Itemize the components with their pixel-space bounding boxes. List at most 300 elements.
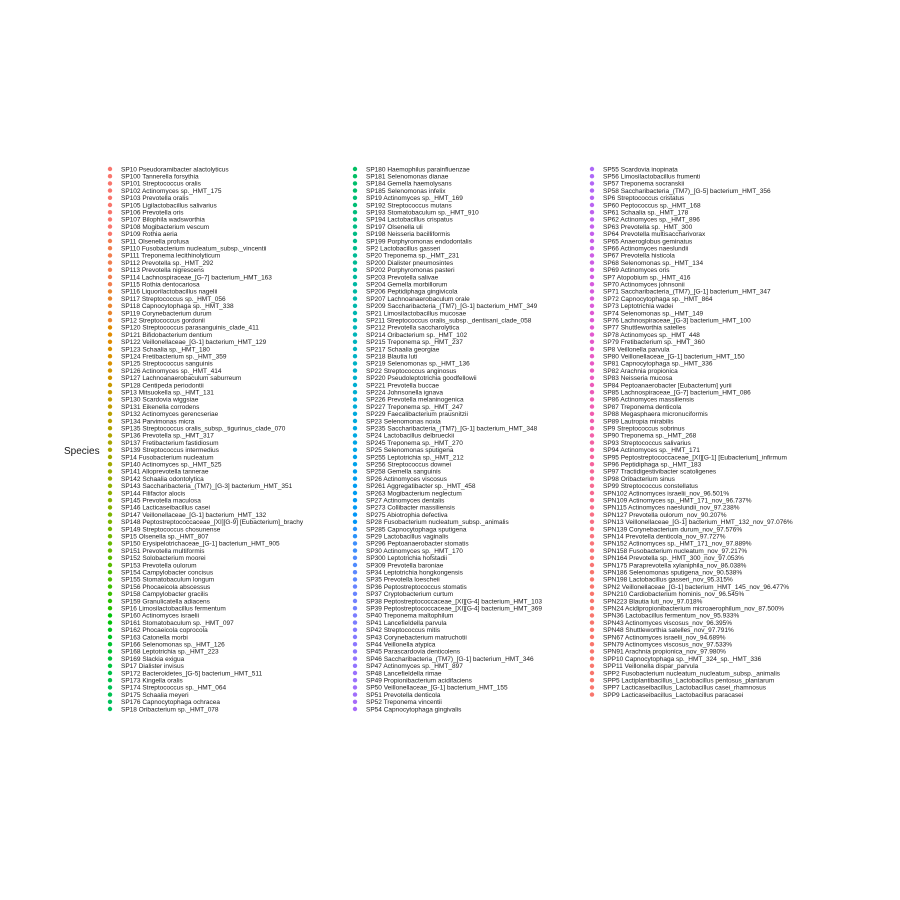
legend-item: [590, 555, 744, 562]
legend-item: [353, 591, 453, 598]
legend-key: [353, 541, 357, 545]
legend-key: [108, 570, 112, 574]
legend-label: SPP2 Fusobacterium nucleatum_nucleatum_subsp._animalis: [603, 670, 781, 678]
legend-label: SP245 Treponema sp._HMT_270: [366, 439, 463, 447]
legend-label: SP50 Veillonellaceae_[G-1] bacterium_HMT_155: [366, 684, 508, 692]
legend-key: [108, 188, 112, 192]
legend-key: [353, 570, 357, 574]
legend-item: [108, 570, 214, 577]
legend-key: [590, 167, 594, 171]
legend-key: [108, 649, 112, 653]
legend-item: [353, 534, 449, 541]
legend-item: [108, 404, 200, 411]
legend-key: [108, 664, 112, 668]
legend-label: SP2 Lactobacillus gasseri: [366, 245, 441, 253]
legend-label: SP37 Cryptobacterium curtum: [366, 591, 454, 599]
legend-label: SPP7 Lacticaseibacillus_Lactobacillus casei_rhamnosus: [603, 684, 766, 692]
legend-item: [590, 534, 726, 541]
legend-key: [590, 556, 594, 560]
legend-item: [353, 202, 453, 209]
legend-key: [353, 397, 357, 401]
legend-item: [353, 598, 543, 605]
legend-key: [108, 196, 112, 200]
legend-label: SP82 Arachnia propionica: [603, 367, 678, 375]
legend-label: SP152 Solobacterium moorei: [121, 555, 206, 563]
legend-item: [108, 325, 260, 332]
legend-item: [353, 274, 439, 281]
legend-label: SP184 Gemella haemolysans: [366, 180, 452, 188]
legend-key: [108, 613, 112, 617]
legend-key: [108, 246, 112, 250]
legend-item: [590, 325, 687, 332]
legend-label: SP90 Treponema sp._HMT_268: [603, 432, 697, 440]
legend-item: [108, 346, 210, 353]
legend-item: [108, 174, 199, 181]
legend-item: [353, 685, 508, 692]
legend-item: [590, 361, 713, 368]
legend-item: [108, 685, 227, 692]
legend-label: SPN24 Acidipropionibacterium microaerophilum_nov_87.500%: [603, 605, 785, 613]
legend-key: [590, 217, 594, 221]
legend-key: [590, 584, 594, 588]
legend-label: SP200 Dialister pneumosintes: [366, 259, 454, 267]
legend-item: [108, 483, 293, 490]
legend-key: [590, 275, 594, 279]
legend-label: SP263 Mogibacterium neglectum: [366, 490, 462, 498]
legend-item: [108, 426, 286, 433]
legend-item: [590, 620, 732, 627]
legend-key: [108, 268, 112, 272]
legend-label: SP106 Prevotella oris: [121, 209, 184, 217]
legend-label: SP218 Blautia luti: [366, 353, 418, 361]
legend-label: SPN115 Actinomyces naeslundii_nov_97.238%: [603, 504, 740, 512]
legend-key: [108, 181, 112, 185]
legend-label: SP235 Saccharibacteria_(TM7)_[G-1] bacterium_HMT_348: [366, 425, 538, 433]
legend-key: [353, 685, 357, 689]
legend-label: SP227 Treponema sp._HMT_247: [366, 403, 463, 411]
legend-label: SPN48 Shuttleworthia satelles_nov_97.791%: [603, 627, 734, 635]
legend-item: [590, 649, 726, 656]
legend-label: SP127 Lachnoanaerobaculum saburreum: [121, 375, 242, 383]
legend-label: SP214 Oribacterium sp._HMT_102: [366, 331, 468, 339]
legend-label: SP7 Atopobium sp._HMT_416: [603, 274, 691, 282]
legend-label: SP151 Prevotella multiformis: [121, 547, 205, 555]
legend-label: SP146 Lacticaseibacillus casei: [121, 504, 210, 512]
legend-item: [353, 699, 442, 706]
legend-item: [108, 548, 205, 555]
legend-label: SP180 Haemophilus parainfluenzae: [366, 166, 470, 174]
legend-item: [590, 375, 673, 382]
legend-label: SP137 Fretibacterium fastidiosum: [121, 439, 219, 447]
legend-item: [353, 318, 532, 325]
legend-key: [590, 520, 594, 524]
legend-key: [108, 462, 112, 466]
legend-key: [353, 203, 357, 207]
legend-label: SP116 Liquorilactobacillus nagelii: [121, 288, 218, 296]
legend-key: [108, 620, 112, 624]
legend-label: SP88 Megasphaera micronuciformis: [603, 411, 708, 419]
legend-key: [353, 599, 357, 603]
legend-label: SPN223 Blautia luti_nov_97.018%: [603, 598, 703, 606]
legend-entries: [108, 166, 793, 713]
legend-key: [590, 376, 594, 380]
legend-key: [590, 188, 594, 192]
legend-item: [108, 260, 214, 267]
legend-label: SP117 Streptococcus sp._HMT_056: [121, 295, 226, 303]
legend-item: [108, 584, 211, 591]
legend-key: [353, 268, 357, 272]
legend-key: [353, 548, 357, 552]
legend-label: SP29 Lactobacillus vaginalis: [366, 533, 449, 541]
legend-key: [108, 354, 112, 358]
legend-label: SP25 Selenomonas sputigena: [366, 447, 454, 455]
legend-item: [108, 519, 304, 526]
legend-key: [590, 448, 594, 452]
legend-label: SP118 Capnocytophaga sp._HMT_338: [121, 303, 234, 311]
legend-item: [108, 476, 204, 483]
legend-key: [108, 325, 112, 329]
legend-key: [590, 433, 594, 437]
legend-key: [108, 685, 112, 689]
legend-label: SP275 Abiotrophia defectiva: [366, 511, 448, 519]
legend-item: [590, 670, 781, 677]
legend-key: [108, 476, 112, 480]
legend-item: [590, 526, 743, 533]
legend-key: [353, 404, 357, 408]
legend-label: SP70 Actinomyces johnsonii: [603, 281, 685, 289]
legend-item: [108, 303, 234, 310]
legend-item: [108, 282, 200, 289]
legend-label: SP256 Streptococcus downei: [366, 461, 451, 469]
legend-label: SP67 Prevotella histicola: [603, 252, 675, 260]
legend-item: [590, 390, 751, 397]
legend-item: [353, 584, 468, 591]
legend-item: [108, 526, 221, 533]
legend-key: [590, 462, 594, 466]
legend-key: [353, 584, 357, 588]
legend-key: [353, 296, 357, 300]
legend-item: [590, 469, 717, 476]
legend-item: [590, 267, 670, 274]
legend-item: [353, 548, 463, 555]
legend-label: SP123 Schaalia sp._HMT_180: [121, 346, 210, 354]
legend-item: [108, 634, 188, 641]
legend-key: [590, 239, 594, 243]
legend-item: [108, 318, 205, 325]
legend-key: [108, 577, 112, 581]
legend-item: [590, 296, 713, 303]
legend-key: [590, 419, 594, 423]
legend-label: SPP9 Lacticaseibacillus_Lactobacillus paracasei: [603, 691, 744, 699]
legend-label: SP99 Streptococcus constellatus: [603, 483, 699, 491]
legend-item: [590, 368, 678, 375]
legend-item: [590, 541, 752, 548]
legend-key: [353, 347, 357, 351]
legend-label: SP204 Gemella morbillorum: [366, 281, 448, 289]
legend-label: SP45 Parascardovia denticolens: [366, 648, 460, 656]
legend-item: [590, 224, 693, 231]
legend-label: SP126 Actinomyces sp._HMT_414: [121, 367, 222, 375]
legend-item: [108, 390, 214, 397]
legend-item: [353, 224, 423, 231]
legend-label: SP166 Selenomonas sp._HMT_126: [121, 641, 225, 649]
legend-key: [590, 253, 594, 257]
legend-item: [108, 706, 219, 713]
legend-key: [590, 196, 594, 200]
legend-label: SP46 Saccharibacteria_(TM7)_[G-1] bacterium_HMT_346: [366, 655, 534, 663]
legend-key: [353, 419, 357, 423]
legend-item: [590, 483, 699, 490]
legend-label: SP11 Olsenella profusa: [121, 238, 189, 246]
legend-item: [108, 440, 219, 447]
legend-item: [353, 570, 464, 577]
legend-label: SPN109 Actinomyces sp._HMT_171_nov_96.737%: [603, 497, 752, 505]
legend-item: [353, 692, 441, 699]
legend-item: [108, 246, 267, 253]
legend-key: [353, 635, 357, 639]
legend-item: [108, 606, 226, 613]
legend-label: SP149 Streptococcus chosunense: [121, 526, 221, 534]
legend-item: [590, 440, 692, 447]
legend-label: SP19 Actinomyces sp._HMT_169: [366, 195, 463, 203]
legend-key: [353, 476, 357, 480]
legend-key: [108, 635, 112, 639]
legend-item: [353, 332, 468, 339]
legend-label: SP21 Limosilactobacillus mucosae: [366, 310, 467, 318]
legend-label: SP109 Rothia aeria: [121, 231, 178, 239]
legend-label: SPN152 Actinomyces sp._HMT_171_nov_97.889%: [603, 540, 752, 548]
legend-key: [590, 311, 594, 315]
legend-key: [353, 311, 357, 315]
legend-key: [108, 707, 112, 711]
legend-label: SP66 Actinomyces naeslundii: [603, 245, 689, 253]
legend-item: [353, 390, 444, 397]
legend-key: [353, 498, 357, 502]
legend-key: [353, 426, 357, 430]
legend-item: [108, 188, 222, 195]
legend-item: [353, 195, 463, 202]
legend-key: [590, 563, 594, 567]
legend-label: SP199 Porphyromonas endodontalis: [366, 238, 472, 246]
legend-key: [108, 174, 112, 178]
legend-key: [590, 318, 594, 322]
legend-key: [590, 289, 594, 293]
legend-label: SPN79 Actinomyces viscosus_nov_97.533%: [603, 641, 732, 649]
legend-key: [108, 448, 112, 452]
legend-key: [353, 678, 357, 682]
legend-key: [108, 606, 112, 610]
legend-key: [108, 239, 112, 243]
legend-key: [353, 354, 357, 358]
legend-label: SP153 Prevotella oulorum: [121, 562, 197, 570]
legend-key: [108, 404, 112, 408]
legend-label: SP261 Aggregatibacter sp._HMT_458: [366, 483, 476, 491]
legend-item: [353, 382, 440, 389]
legend-label: SP169 Slackia exigua: [121, 655, 185, 663]
legend-key: [353, 484, 357, 488]
legend-label: SP142 Schaalia odontolytica: [121, 475, 204, 483]
legend-label: SP168 Leptotrichia sp._HMT_223: [121, 648, 219, 656]
legend-key: [590, 455, 594, 459]
legend-label: SPN175 Paraprevotella xylaniphila_nov_86.038%: [603, 562, 747, 570]
legend-label: SP47 Actinomyces sp._HMT_897: [366, 663, 463, 671]
legend-item: [590, 606, 784, 613]
legend-item: [590, 282, 685, 289]
legend-label: SP173 Kingella oralis: [121, 677, 183, 685]
legend-label: SP140 Actinomyces sp._HMT_525: [121, 461, 222, 469]
legend-label: SP97 Tractidigestivibacter scatoligenes: [603, 468, 717, 476]
legend-item: [108, 310, 212, 317]
legend-item: [108, 253, 220, 260]
legend-label: SP74 Selenomonas sp._HMT_149: [603, 310, 704, 318]
legend-label: SP49 Propionibacterium acidifaciens: [366, 677, 472, 685]
legend-label: SPN102 Actinomyces israelii_nov_96.501%: [603, 490, 730, 498]
legend-key: [353, 167, 357, 171]
legend-key: [590, 296, 594, 300]
legend-item: [353, 541, 470, 548]
legend-item: [353, 613, 454, 620]
legend-key: [108, 210, 112, 214]
legend-item: [108, 332, 212, 339]
legend-label: SP139 Streptococcus intermedius: [121, 447, 219, 455]
legend-key: [353, 246, 357, 250]
legend-key: [108, 397, 112, 401]
legend-key: [108, 671, 112, 675]
legend-item: [353, 303, 538, 310]
legend-key: [590, 671, 594, 675]
legend-key: [590, 541, 594, 545]
legend-label: SP51 Prevotella denticola: [366, 691, 441, 699]
legend-label: SP100 Tannerella forsythia: [121, 173, 199, 181]
legend-item: [108, 289, 218, 296]
legend-label: SP12 Streptococcus gordonii: [121, 317, 205, 325]
legend-key: [590, 649, 594, 653]
legend-label: SPN158 Fusobacterium nucleatum_nov_97.217%: [603, 547, 748, 555]
legend-key: [108, 512, 112, 516]
legend-key: [108, 217, 112, 221]
legend-label: SP22 Streptococcus anginosus: [366, 367, 457, 375]
legend-item: [108, 274, 272, 281]
legend-key: [108, 419, 112, 423]
legend-key: [590, 260, 594, 264]
legend-label: SP212 Prevotella saccharolytica: [366, 324, 460, 332]
legend-key: [108, 376, 112, 380]
legend-item: [353, 282, 447, 289]
legend-key: [353, 440, 357, 444]
legend-key: [108, 592, 112, 596]
legend-item: [353, 577, 440, 584]
legend-key: [353, 217, 357, 221]
legend-key: [108, 469, 112, 473]
legend-label: SP115 Rothia dentocariosa: [121, 281, 200, 289]
legend-key: [353, 649, 357, 653]
legend-item: [590, 627, 734, 634]
legend-item: [353, 166, 470, 173]
legend-key: [590, 592, 594, 596]
legend-label: SP103 Prevotella oralis: [121, 195, 189, 203]
legend-item: [108, 238, 189, 245]
legend-item: [108, 224, 209, 231]
legend-label: SP98 Oribacterium sinus: [603, 475, 675, 483]
legend-label: SP136 Prevotella sp._HMT_317: [121, 432, 214, 440]
legend-label: SP83 Neisseria mucosa: [603, 375, 673, 383]
legend-key: [353, 332, 357, 336]
legend-label: SP121 Bifidobacterium dentium: [121, 331, 213, 339]
legend-key: [353, 606, 357, 610]
legend-item: [353, 505, 456, 512]
legend-key: [590, 599, 594, 603]
legend-label: SP148 Peptostreptococcaceae_[XI][G-9] [Eubacterium]_brachy: [121, 519, 304, 527]
legend-item: [590, 339, 705, 346]
legend-item: [108, 339, 267, 346]
legend-key: [353, 232, 357, 236]
legend-item: [590, 346, 670, 353]
legend-label: SPP11 Veillonella dispar_parvula: [603, 663, 699, 671]
legend-item: [353, 426, 538, 433]
legend-label: SP211 Streptococcus oralis_subsp._dentisani_clade_058: [366, 317, 532, 325]
legend-item: [108, 418, 195, 425]
legend-key: [108, 700, 112, 704]
legend-key: [108, 361, 112, 365]
legend-item: [590, 181, 684, 188]
legend-label: SP27 Actinomyces dentalis: [366, 497, 445, 505]
legend-key: [353, 282, 357, 286]
legend-item: [590, 174, 700, 181]
legend-item: [108, 591, 209, 598]
legend-label: SP78 Actinomyces sp._HMT_448: [603, 331, 700, 339]
legend-label: SPN186 Selenomonas sputigena_nov_90.538%: [603, 569, 743, 577]
legend-label: SP258 Gemella sanguinis: [366, 468, 441, 476]
legend-item: [353, 289, 458, 296]
legend-label: SP192 Streptococcus mutans: [366, 202, 452, 210]
legend-item: [108, 454, 214, 461]
legend-key: [353, 620, 357, 624]
legend-key: [108, 692, 112, 696]
legend-item: [108, 181, 202, 188]
legend-label: SP15 Olsenella sp._HMT_807: [121, 533, 209, 541]
legend-key: [590, 347, 594, 351]
legend-item: [590, 289, 771, 296]
legend-item: [590, 663, 699, 670]
legend-item: [590, 246, 688, 253]
legend-label: SP39 Peptostreptococcaceae_[XI][G-4] bacterium_HMT_369: [366, 605, 542, 613]
legend-key: [590, 620, 594, 624]
legend-key: [108, 412, 112, 416]
legend-label: SP18 Oribacterium sp._HMT_078: [121, 706, 219, 714]
legend-label: SP30 Actinomyces sp._HMT_170: [366, 547, 463, 555]
legend-item: [353, 512, 448, 519]
legend-item: [108, 541, 280, 548]
legend-item: [353, 634, 467, 641]
legend-item: [108, 296, 226, 303]
legend-label: SP203 Prevotella salivae: [366, 274, 439, 282]
legend-label: SP55 Scardovia inopinata: [603, 166, 678, 174]
legend-key: [353, 368, 357, 372]
legend-key: [353, 656, 357, 660]
legend-label: SP48 Lancefieldella rimae: [366, 670, 442, 678]
legend-label: SP85 Lachnospiraceae_[G-7] bacterium_HMT_086: [603, 389, 751, 397]
legend-item: [108, 649, 219, 656]
legend-label: SP10 Pseudoramibacter alactolyticus: [121, 166, 229, 174]
legend-key: [353, 412, 357, 416]
legend-item: [590, 231, 706, 238]
legend-key: [590, 484, 594, 488]
legend-label: SP220 Pseudoleptotrichia goodfellowii: [366, 375, 477, 383]
legend-key: [590, 664, 594, 668]
legend-label: SP141 Alloprevotella tannerae: [121, 468, 209, 476]
legend-item: [353, 217, 454, 224]
legend-label: SP77 Shuttleworthia satelles: [603, 324, 686, 332]
